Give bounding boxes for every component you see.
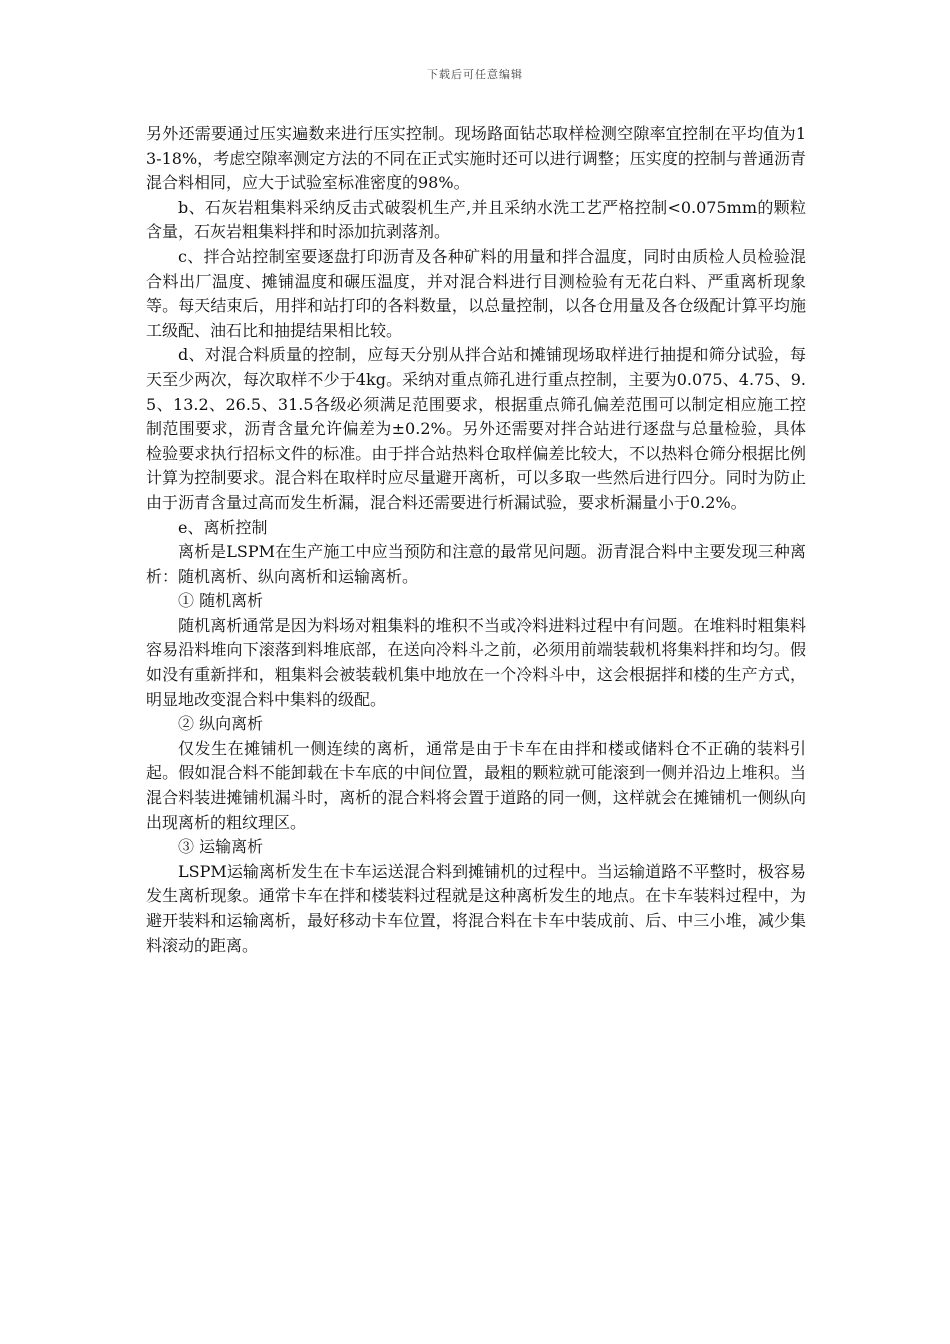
paragraph-compaction-control: 另外还需要通过压实遍数来进行压实控制。现场路面钻芯取样检测空隙率宜控制在平均值为13-18%，考虑空隙率测定方法的不同在正式实施时还可以进行调整；压实度的控制与普通沥青混合料相同，应大于试验室标准密度的98%。 — [146, 124, 806, 193]
heading-transport-segregation: ③ 运输离析 — [178, 837, 264, 857]
page-header: 下载后可任意编辑 — [427, 68, 523, 81]
heading-e-segregation-control: e、离析控制 — [178, 517, 268, 537]
paragraph-d-mix-quality: d、对混合料质量的控制，应每天分别从拌合站和摊铺现场取样进行抽提和筛分试验，每天至少两次，每次取样不少于4kg。采纳对重点筛孔进行重点控制，主要为0.075、4.75、9.5、13.2、26.5、31.5各级必须满足范围要求，根据重点筛孔偏差范围可以制定相应施工控制范围要求，沥青含量允许偏差为±0.2%。另外还需要对拌合站进行逐盘与总量检验，具体检验要求执行招标文件的标准。由于拌合站热料仓取样偏差比较大，不以热料仓筛分根据比例计算为控制要求。混合料在取样时应尽量避开离析，可以多取一些然后进行四分。同时为防止由于沥青含量过高而发生析漏，混合料还需要进行析漏试验，要求析漏量小于0.2%。 — [146, 345, 806, 512]
paragraph-segregation-intro: 离析是LSPM在生产施工中应当预防和注意的最常见问题。沥青混合料中主要发现三种离析：随机离析、纵向离析和运输离析。 — [146, 542, 806, 586]
heading-longitudinal-segregation: ② 纵向离析 — [178, 714, 264, 734]
document-body — [146, 122, 806, 958]
paragraph-c-plant-control: c、拌合站控制室要逐盘打印沥青及各种矿料的用量和拌合温度，同时由质检人员检验混合料出厂温度、摊铺温度和碾压温度，并对混合料进行目测检验有无花白料、严重离析现象等。每天结束后，用拌和站打印的各料数量，以总量控制，以各仓用量及各仓级配计算平均施工级配、油石比和抽提结果相比较。 — [146, 246, 806, 340]
heading-random-segregation: ① 随机离析 — [178, 591, 264, 611]
paragraph-longitudinal-segregation: 仅发生在摊铺机一侧连续的离析，通常是由于卡车在由拌和楼或储料仓不正确的装料引起。假如混合料不能卸载在卡车底的中间位置，最粗的颗粒就可能滚到一侧并沿边上堆积。当混合料装进摊铺机漏斗时，离析的混合料将会置于道路的同一侧，这样就会在摊铺机一侧纵向出现离析的粗纹理区。 — [146, 738, 806, 832]
paragraph-transport-segregation: LSPM运输离析发生在卡车运送混合料到摊铺机的过程中。当运输道路不平整时，极容易发生离析现象。通常卡车在拌和楼装料过程就是这种离析发生的地点。在卡车装料过程中，为避开装料和运输离析，最好移动卡车位置，将混合料在卡车中装成前、后、中三小堆，减少集料滚动的距离。 — [146, 861, 806, 955]
paragraph-random-segregation: 随机离析通常是因为料场对粗集料的堆积不当或冷料进料过程中有问题。在堆料时粗集料容易沿料堆向下滚落到料堆底部，在送向冷料斗之前，必须用前端装载机将集料拌和均匀。假如没有重新拌和，粗集料会被装载机集中地放在一个冷料斗中，这会根据拌和楼的生产方式，明显地改变混合料中集料的级配。 — [146, 615, 806, 709]
paragraph-b-coarse-aggregate: b、石灰岩粗集料采纳反击式破裂机生产,并且采纳水洗工艺严格控制<0.075mm的颗粒含量，石灰岩粗集料拌和时添加抗剥落剂。 — [146, 197, 806, 242]
